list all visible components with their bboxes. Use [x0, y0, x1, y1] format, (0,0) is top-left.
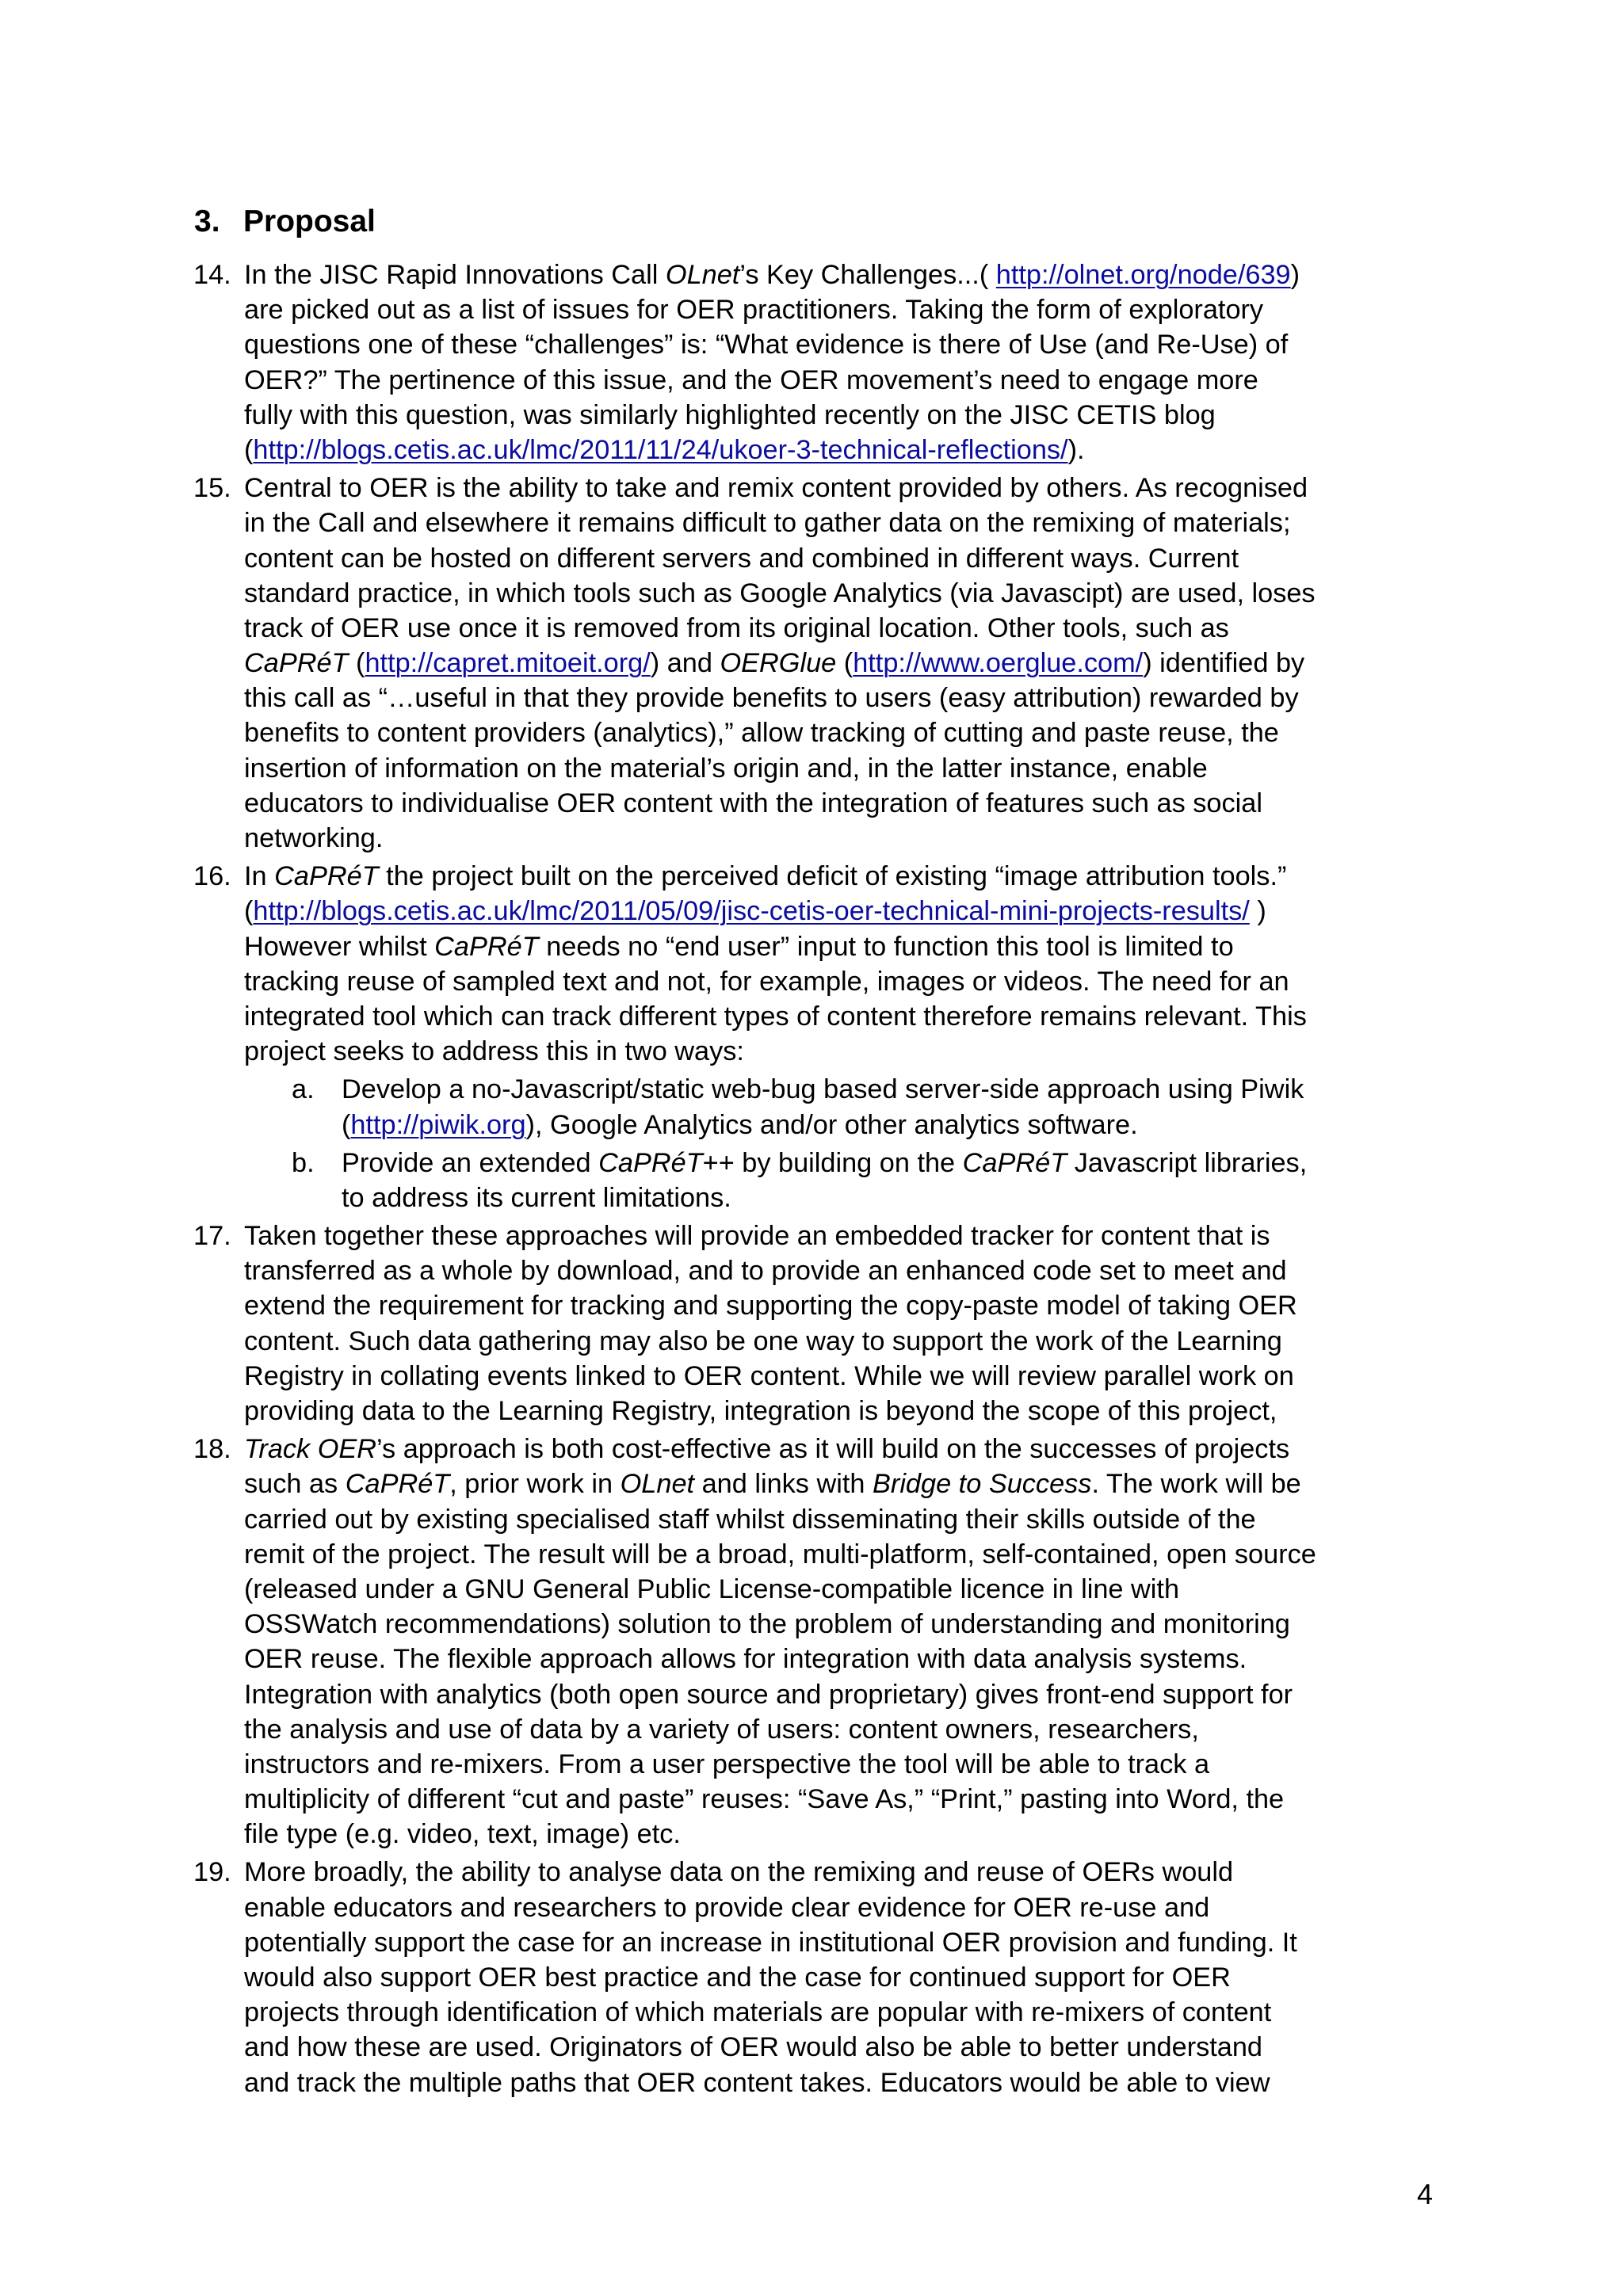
subitem-a: [193, 1072, 1461, 1142]
paragraph-line: extend the requirement for tracking and supporting the copy-paste model of taking OER: [244, 1291, 1297, 1322]
paragraph-line: OSSWatch recommendations) solution to the problem of understanding and monitoring: [244, 1609, 1290, 1640]
paragraph-number: 15.: [193, 473, 231, 504]
paragraph-line: file type (e.g. video, text, image) etc.: [244, 1819, 681, 1850]
paragraph-line: standard practice, in which tools such as Google Analytics (via Javascipt) are used, loses: [244, 578, 1316, 608]
paragraph-line: this call as “…useful in that they provide benefits to users (easy attribution) rewarded by: [244, 683, 1299, 714]
paragraph-line: CaPRéT (http://capret.mitoeit.org/) and OERGlue (http://www.oerglue.com/) identified by: [244, 648, 1305, 679]
paragraph-line: networking.: [244, 823, 384, 853]
paragraph-line: track of OER use once it is removed from its original location. Other tools, such as: [244, 612, 1229, 643]
paragraph-line: 14. In the JISC Rapid Innovations Call OLnet’s Key Challenges...( http://olnet.org/node/639): [193, 257, 1461, 292]
subitem-line: (http://piwik.org), Google Analytics and/or other analytics software.: [342, 1109, 1138, 1140]
paragraph-line: integrated tool which can track different types of content therefore remains relevant. This: [244, 1001, 1307, 1032]
paragraph-line: projects through identification of which materials are popular with re-mixers of content: [244, 1997, 1272, 2028]
paragraph-line: the analysis and use of data by a variety of users: content owners, researchers,: [244, 1714, 1199, 1745]
paragraph-line: and how these are used. Originators of OER would also be able to better understand: [244, 2032, 1263, 2063]
capret-link[interactable]: http://capret.mitoeit.org/: [365, 648, 651, 679]
paragraph-line: However whilst CaPRéT needs no “end user” input to function this tool is limited to: [244, 931, 1234, 962]
paragraph-line: benefits to content providers (analytics),” allow tracking of cutting and paste reuse, the: [244, 718, 1279, 749]
subitem-line: b. Provide an extended CaPRéT++ by building on the CaPRéT Javascript libraries,: [193, 1146, 1461, 1180]
paragraph-line: fully with this question, was similarly highlighted recently on the JISC CETIS blog: [244, 399, 1216, 430]
paragraph-line: OER?” The pertinence of this issue, and the OER movement’s need to engage more: [244, 364, 1258, 395]
section-heading: [194, 203, 376, 241]
paragraph-line: content can be hosted on different servers and combined in different ways. Current: [244, 543, 1239, 574]
paragraph-line: 17. Taken together these approaches will provide an embedded tracker for content that is: [193, 1219, 1461, 1253]
paragraph-19: [193, 1855, 1461, 2100]
cetis-mini-projects-link[interactable]: http://blogs.cetis.ac.uk/lmc/2011/05/09/jisc-cetis-oer-technical-mini-projects-results/: [253, 896, 1250, 927]
paragraph-line: Registry in collating events linked to OER content. While we will review parallel work on: [244, 1360, 1294, 1391]
italic-term: Bridge to Success: [873, 1469, 1092, 1500]
paragraph-line: multiplicity of different “cut and paste” reuses: “Save As,” “Print,” pasting into Word, the: [244, 1784, 1285, 1815]
paragraph-18: [193, 1432, 1461, 1852]
paragraph-line: carried out by existing specialised staff whilst disseminating their skills outside of the: [244, 1504, 1256, 1535]
paragraph-15: [193, 471, 1461, 856]
paragraph-line: in the Call and elsewhere it remains difficult to gather data on the remixing of materials;: [244, 508, 1291, 539]
paragraph-17: [193, 1219, 1461, 1428]
cetis-blog-link[interactable]: http://blogs.cetis.ac.uk/lmc/2011/11/24/ukoer-3-technical-reflections/: [253, 434, 1068, 465]
paragraph-line: are picked out as a list of issues for OER practitioners. Taking the form of exploratory: [244, 295, 1264, 326]
italic-term: CaPRéT: [244, 648, 349, 679]
oerglue-link[interactable]: http://www.oerglue.com/: [853, 648, 1144, 679]
paragraph-line: 16. In CaPRéT the project built on the perceived deficit of existing “image attribution tools.”: [193, 859, 1461, 894]
olnet-node-link[interactable]: http://olnet.org/node/639: [995, 260, 1291, 290]
paragraph-line: enable educators and researchers to provide clear evidence for OER re-use and: [244, 1892, 1210, 1923]
paragraph-line: project seeks to address this in two ways:: [244, 1036, 744, 1067]
paragraph-line: such as CaPRéT, prior work in OLnet and links with Bridge to Success. The work will be: [244, 1469, 1301, 1500]
piwik-link[interactable]: http://piwik.org: [350, 1109, 526, 1140]
paragraph-number: 18.: [193, 1434, 231, 1465]
paragraph-line: educators to individualise OER content with the integration of features such as social: [244, 788, 1262, 818]
subitem-line: a. Develop a no-Javascript/static web-bug based server-side approach using Piwik: [193, 1072, 1461, 1107]
paragraph-number: 16.: [193, 861, 231, 892]
paragraph-line: (http://blogs.cetis.ac.uk/lmc/2011/05/09/jisc-cetis-oer-technical-mini-projects-results/ ): [244, 896, 1266, 927]
italic-term: OERGlue: [720, 648, 837, 679]
paragraph-number: 17.: [193, 1221, 231, 1252]
subitem-label: a.: [292, 1074, 315, 1105]
paragraph-line: 18. Track OER’s approach is both cost-effective as it will build on the successes of projects: [193, 1432, 1461, 1466]
paragraph-line: content. Such data gathering may also be one way to support the work of the Learning: [244, 1325, 1282, 1356]
paragraph-line: and track the multiple paths that OER content takes. Educators would be able to view: [244, 2067, 1270, 2098]
italic-term: OLnet: [620, 1469, 695, 1500]
paragraph-16: [193, 859, 1461, 1215]
paragraph-line: 15. Central to OER is the ability to take and remix content provided by others. As recognised: [193, 471, 1461, 505]
subitem-line: to address its current limitations.: [342, 1182, 731, 1213]
section-title: Proposal: [243, 204, 376, 238]
paragraph-14: [193, 257, 1461, 467]
paragraph-line: potentially support the case for an increase in institutional OER provision and funding. It: [244, 1927, 1297, 1958]
italic-term: CaPRéT: [598, 1147, 703, 1178]
section-number: 3.: [194, 204, 220, 238]
paragraph-line: would also support OER best practice and the case for continued support for OER: [244, 1962, 1231, 1993]
paragraph-number: 19.: [193, 1857, 231, 1888]
paragraph-line: Integration with analytics (both open source and proprietary) gives front-end support for: [244, 1679, 1293, 1710]
paragraph-line: remit of the project. The result will be a broad, multi-platform, self-contained, open source: [244, 1539, 1316, 1569]
paragraph-line: tracking reuse of sampled text and not, for example, images or videos. The need for an: [244, 966, 1289, 997]
paragraph-line: insertion of information on the material’s origin and, in the latter instance, enable: [244, 753, 1208, 784]
italic-term: CaPRéT: [345, 1469, 450, 1500]
document-body: [193, 257, 1461, 2103]
paragraph-line: transferred as a whole by download, and to provide an enhanced code set to meet and: [244, 1256, 1287, 1287]
paragraph-line: 19. More broadly, the ability to analyse data on the remixing and reuse of OERs would: [193, 1855, 1461, 1890]
italic-term: OLnet: [665, 260, 740, 290]
paragraph-line: instructors and re-mixers. From a user perspective the tool will be able to track a: [244, 1749, 1210, 1779]
paragraph-line: OER reuse. The flexible approach allows for integration with data analysis systems.: [244, 1644, 1247, 1675]
paragraph-line: questions one of these “challenges” is: “What evidence is there of Use (and Re-Use) of: [244, 330, 1289, 360]
paragraph-line: (http://blogs.cetis.ac.uk/lmc/2011/11/24/ukoer-3-technical-reflections/).: [244, 434, 1085, 465]
italic-term: CaPRéT: [274, 861, 379, 892]
subitem-b: [193, 1146, 1461, 1215]
italic-term: CaPRéT: [434, 931, 539, 962]
italic-term: Track OER: [244, 1434, 377, 1465]
subitem-label: b.: [292, 1147, 315, 1178]
italic-term: CaPRéT: [962, 1147, 1067, 1178]
page-number: 4: [1417, 2178, 1434, 2210]
paragraph-line: (released under a GNU General Public License-compatible licence in line with: [244, 1573, 1180, 1604]
paragraph-number: 14.: [193, 260, 231, 290]
paragraph-line: providing data to the Learning Registry, integration is beyond the scope of this project,: [244, 1396, 1277, 1426]
